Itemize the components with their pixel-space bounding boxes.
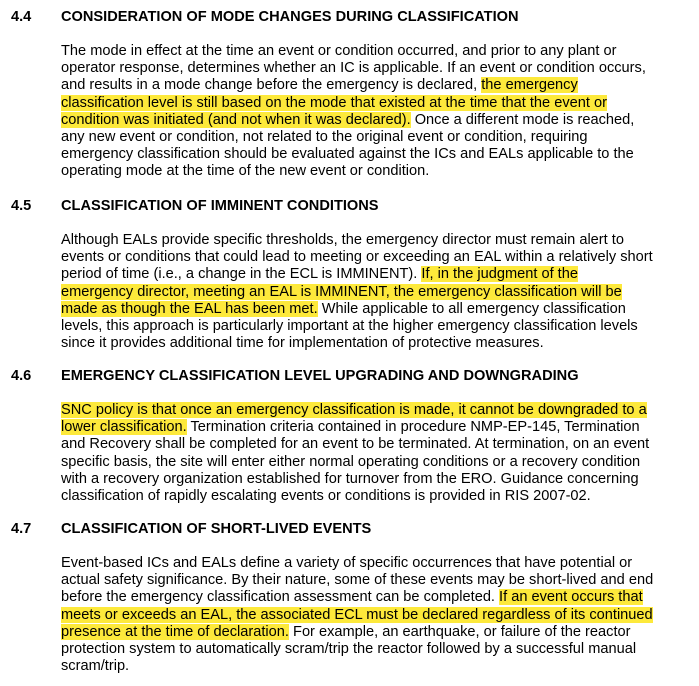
section-paragraph: [61, 402, 691, 505]
paragraph-line: [61, 641, 691, 658]
paragraph-line: [61, 454, 691, 471]
body-text: since it provides additional time for implementation of protective measures.: [61, 335, 544, 352]
body-text: Although EALs provide specific thresholds, the emergency director must remain alert to: [61, 232, 624, 248]
body-text: before the emergency classification assessment can be completed.: [61, 589, 500, 606]
paragraph-line: [61, 232, 691, 249]
paragraph-line: [61, 335, 691, 352]
body-text: protection system to automatically scram/trip the reactor followed by a successful manual: [61, 640, 637, 657]
body-text: Event-based ICs and EALs define a variety of specific occurrences that have potential or: [61, 555, 633, 571]
section-number: 4.7: [11, 521, 32, 537]
paragraph-line: [61, 43, 691, 60]
body-text: operator response, determines whether an IC is applicable. If an event or condition occurs,: [61, 60, 646, 77]
highlighted-text: If, in the judgment of the: [421, 266, 578, 283]
highlighted-text: the emergency: [481, 77, 578, 94]
paragraph-line: [61, 301, 691, 318]
paragraph-line: [61, 572, 691, 589]
body-text: scram/trip.: [61, 658, 130, 675]
paragraph-line: [61, 129, 691, 146]
body-text: and Recovery shall be completed for an event to be terminated. At termination, on an event: [61, 436, 650, 453]
highlighted-text: emergency director, meeting an EAL is IMMINENT, the emergency classification will be: [61, 283, 622, 300]
section-title: CLASSIFICATION OF IMMINENT CONDITIONS: [61, 198, 379, 214]
paragraph-line: [61, 284, 691, 301]
body-text: any new event or condition, not related to the original event or condition, requiring: [61, 128, 588, 145]
body-text: period of time (i.e., a change in the ECL is IMMINENT).: [61, 266, 422, 283]
body-text: classification of rapidly escalating events or conditions is provided in RIS 2007-02.: [61, 487, 591, 504]
body-text: with a recovery organization established for turnover from the ERO. Guidance concerning: [61, 470, 639, 487]
paragraph-line: [61, 77, 691, 94]
body-text: Termination criteria contained in procedure NMP-EP-145, Termination: [186, 419, 640, 436]
paragraph-line: [61, 318, 691, 335]
body-text: and results in a mode change before the emergency is declared,: [61, 77, 482, 94]
body-text: operating mode at the time of the new event or condition.: [61, 163, 430, 180]
paragraph-line: [61, 163, 691, 180]
section-title: CLASSIFICATION OF SHORT-LIVED EVENTS: [61, 521, 372, 537]
body-text: While applicable to all emergency classification: [317, 300, 626, 317]
paragraph-line: [61, 60, 691, 77]
section-number: 4.5: [11, 198, 32, 214]
body-text: events or conditions that could lead to meeting or exceeding an EAL within a relatively short: [61, 249, 653, 266]
section-title: CONSIDERATION OF MODE CHANGES DURING CLASSIFICATION: [61, 9, 519, 25]
section-paragraph: [61, 43, 691, 181]
section-paragraph: [61, 232, 691, 352]
highlighted-text: presence at the time of declaration.: [61, 623, 289, 640]
paragraph-line: [61, 146, 691, 163]
section-number: 4.4: [11, 9, 32, 25]
section-number: 4.6: [11, 368, 32, 384]
paragraph-line: [61, 436, 691, 453]
highlighted-text: condition was initiated (and not when it was declared).: [61, 111, 411, 128]
section-title: EMERGENCY CLASSIFICATION LEVEL UPGRADING AND DOWNGRADING: [61, 368, 579, 384]
body-text: Once a different mode is reached,: [410, 111, 635, 128]
paragraph-line: [61, 488, 691, 505]
paragraph-line: [61, 419, 691, 436]
highlighted-text: made as though the EAL has been met.: [61, 300, 318, 317]
paragraph-line: [61, 266, 691, 283]
section-paragraph: [61, 555, 691, 675]
highlighted-text: If an event occurs that: [499, 589, 643, 606]
paragraph-line: [61, 589, 691, 606]
body-text: specific basis, the site will enter either normal operating conditions or a recovery condition: [61, 453, 641, 470]
body-text: actual safety significance. By their nature, some of these events may be short-lived and end: [61, 572, 654, 589]
highlighted-text: classification level is still based on the mode that existed at the time that the event or: [61, 94, 607, 111]
body-text: levels, this approach is particularly important at the higher emergency classification levels: [61, 317, 638, 334]
paragraph-line: [61, 624, 691, 641]
paragraph-line: [61, 249, 691, 266]
body-text: The mode in effect at the time an event or condition occurred, and prior to any plant or: [61, 43, 617, 59]
paragraph-line: [61, 607, 691, 624]
body-text: For example, an earthquake, or failure of the reactor: [288, 623, 631, 640]
highlighted-text: SNC policy is that once an emergency classification is made, it cannot be downgraded to a: [61, 402, 647, 418]
paragraph-line: [61, 95, 691, 112]
highlighted-text: meets or exceeds an EAL, the associated ECL must be declared regardless of its continued: [61, 606, 653, 623]
paragraph-line: [61, 112, 691, 129]
paragraph-line: [61, 555, 691, 572]
paragraph-line: [61, 658, 691, 675]
paragraph-line: [61, 471, 691, 488]
body-text: emergency classification should be evaluated against the ICs and EALs applicable to the: [61, 146, 634, 163]
paragraph-line: [61, 402, 691, 419]
highlighted-text: lower classification.: [61, 419, 187, 436]
